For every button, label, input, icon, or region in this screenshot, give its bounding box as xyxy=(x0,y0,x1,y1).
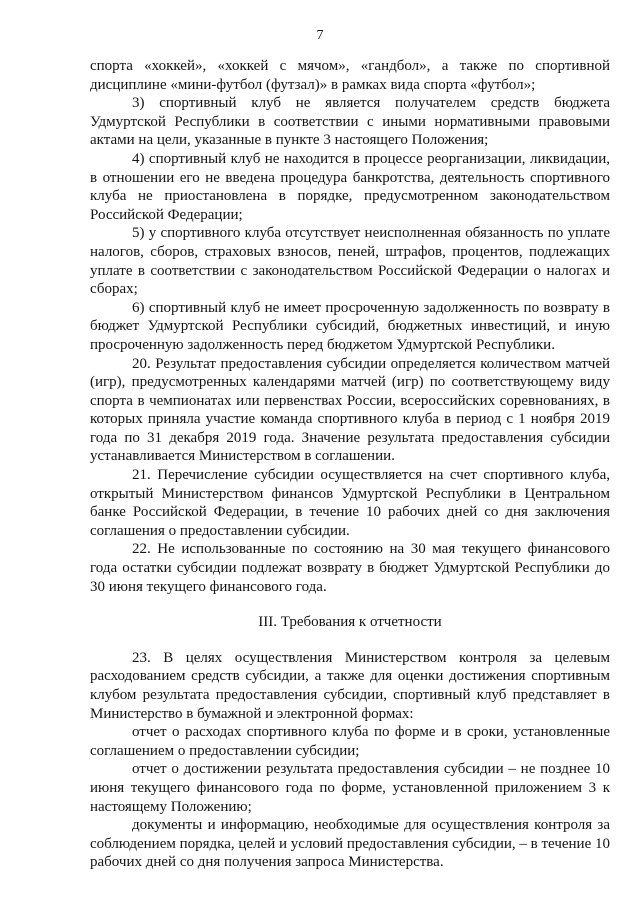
paragraph-item-4: 4) спортивный клуб не находится в процессе реорганизации, ликвидации, в отношении его не введена процедура банкротства, деятельность спортивного клуба не приостановлена в порядке, предусмотренном законодательством Российской Федерации; xyxy=(90,150,610,223)
document-body xyxy=(90,57,610,872)
section-heading: III. Требования к отчетности xyxy=(258,614,442,631)
paragraph-clause-20: 20. Результат предоставления субсидии определяется количеством матчей (игр), предусмотренных календарями матчей (игр) по соответствующему виду спорта в чемпионатах или первенствах России, всероссийских соревнованиях, в которых приняла участие команда спортивного клуба в период с 1 ноября 2019 года по 31 декабря 2019 года. Значение результата предоставления субсидии устанавливается Министерством в соглашении. xyxy=(90,355,610,465)
paragraph-item-3: 3) спортивный клуб не является получателем средств бюджета Удмуртской Республики в соответствии с иными нормативными правовыми актами на цели, указанные в пункте 3 настоящего Положения; xyxy=(90,95,610,149)
paragraph-item-6: 6) спортивный клуб не имеет просроченную задолженность по возврату в бюджет Удмуртской Республики субсидий, бюджетных инвестиций, и иную просроченную задолженность перед бюджетом Удмуртской Республики. xyxy=(90,299,610,353)
paragraph-clause-23: 23. В целях осуществления Министерством контроля за целевым расходованием средств субсидии, а также для оценки достижения спортивным клубом результата предоставления субсидии, спортивный клуб представляет в Министерство в бумажной и электронной формах: xyxy=(90,649,610,722)
paragraph-clause-21: 21. Перечисление субсидии осуществляется на счет спортивного клуба, открытый Министерством финансов Удмуртской Республики в Центральном банке Российской Федерации, в течение 10 рабочих дней со дня заключения соглашения о предоставлении субсидии. xyxy=(90,467,610,539)
paragraph-report-result: отчет о достижении результата предоставления субсидии – не позднее 10 июня текущего финансового года по форме, установленной приложением 3 к настоящему Положению; xyxy=(90,761,610,815)
paragraph-item-5: 5) у спортивного клуба отсутствует неисполненная обязанность по уплате налогов, сборов, страховых взносов, пеней, штрафов, процентов, подлежащих уплате в соответствии с законодательством Российской Федерации о налогах и сборах; xyxy=(90,225,610,298)
page-number: 7 xyxy=(316,28,324,43)
paragraph-report-expenses: отчет о расходах спортивного клуба по форме и в сроки, установленные соглашением о предоставлении субсидии; xyxy=(90,724,610,759)
paragraph-continuation: спорта «хоккей», «хоккей с мячом», «гандбол», а также по спортивной дисциплине «мини-футбол (футзал)» в рамках вида спорта «футбол»; xyxy=(90,58,610,93)
paragraph-documents: документы и информацию, необходимые для осуществления контроля за соблюдением порядка, целей и условий предоставления субсидии, – в течение 10 рабочих дней со дня получения запроса Министерства. xyxy=(90,817,610,871)
paragraph-clause-22: 22. Не использованные по состоянию на 30 мая текущего финансового года остатки субсидии подлежат возврату в бюджет Удмуртской Республики до 30 июня текущего финансового года. xyxy=(90,541,610,595)
